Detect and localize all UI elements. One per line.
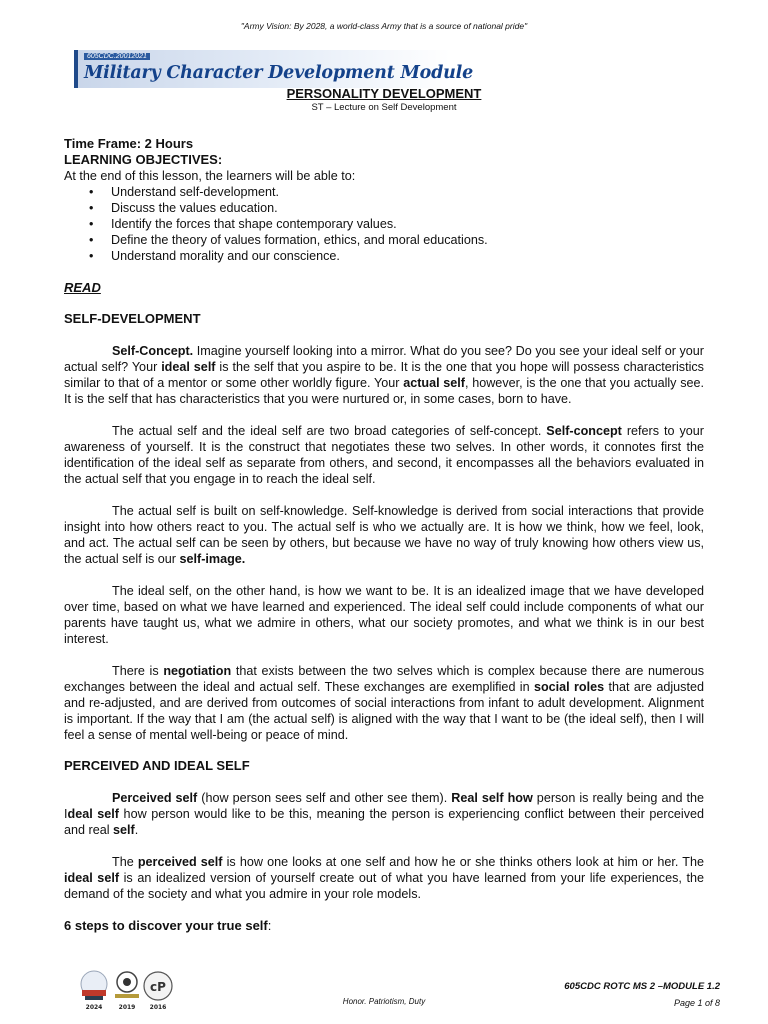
- bold-term: negotiation: [163, 664, 232, 678]
- paragraph-negotiation: There is negotiation that exists between the two selves which is complex because there are numerous exchanges between the ideal and actual self. These exchanges are exemplified in social roles that are adjusted and re-adjusted, and are derived from outcomes of social interactions from infant to adult development. Alignment is important. If the way that I am (the actual self) is aligned with the way that I want to be (the ideal self), then I will feel a sense of mental well-being or peace of mind.: [64, 664, 704, 742]
- section-heading-perceived-ideal: PERCEIVED AND IDEAL SELF: [64, 758, 250, 773]
- steps-heading: 6 steps to discover your true self:: [64, 918, 272, 933]
- objective-item: • Discuss the values education.: [64, 200, 704, 216]
- bold-term: self: [113, 823, 135, 837]
- paragraph-perceived-self: Perceived self (how person sees self and other see them). Real self how person is really being and the Ideal self how person would like to be this, meaning the person is experiencing conflict between their perceived and real self.: [64, 791, 704, 837]
- document-title: PERSONALITY DEVELOPMENT: [286, 86, 482, 101]
- footer-module-label: 605CDC ROTC MS 2 –MODULE 1.2: [564, 981, 720, 992]
- logo-two-icon: [115, 972, 139, 998]
- bold-term: Perceived self: [112, 791, 198, 805]
- logo-three-icon: [144, 972, 172, 1000]
- footer-motto: Honor. Patriotism, Duty: [342, 997, 426, 1006]
- paragraph-ideal-self: The ideal self, on the other hand, is how we want to be. It is an idealized image that we have developed over time, based on what we have learned and experienced. The ideal self could include components of what our parents have taught us, what we admire in others, what our society promotes, and what we think is in our best interest.: [64, 584, 704, 646]
- logo-year-label: 2024: [85, 1004, 103, 1011]
- banner-title: Military Character Development Module: [84, 63, 474, 83]
- paragraph-self-concept: Self-Concept. Imagine yourself looking into a mirror. What do you see? Do you see your ideal self or your actual self? Your ideal self is the self that you aspire to be. It is the one that you hope will possess characteristics similar to that of a mentor or some other worldly figure. Your actual self, however, is the one that you actually see. It is the self that has characteristics that you were nurtured or, in some cases, born to have.: [64, 344, 704, 406]
- document-subtitle: ST – Lecture on Self Development: [311, 102, 457, 113]
- svg-text:cP: cP: [150, 980, 166, 994]
- logo-year-label: 2019: [118, 1004, 136, 1011]
- bold-term: ideal self: [64, 871, 120, 885]
- banner-code: 605CDC.20012021: [84, 53, 150, 60]
- paragraph-perceived-definition: The perceived self is how one looks at one self and how he or she thinks others look at him or her. The ideal self is an idealized version of yourself create out of what you have learned from your life experiences, the demand of the society and what you admire in your role models.: [64, 855, 704, 901]
- objectives-list: [64, 184, 704, 264]
- bold-term: social roles: [533, 680, 605, 694]
- bold-term: Self-concept: [546, 424, 622, 438]
- objective-item: • Understand self-development.: [64, 184, 704, 200]
- objective-item: • Understand morality and our conscience.: [64, 248, 704, 264]
- page-number: Page 1 of 8: [673, 998, 720, 1008]
- module-banner: [74, 50, 474, 88]
- bold-term: deal self: [67, 807, 119, 821]
- paragraph-actual-self: The actual self is built on self-knowledge. Self-knowledge is derived from social interactions that provide insight into how others react to you. The actual self is who we actually are. It is how we think, how we feel, look, and act. The actual self can be seen by others, but because we have no way of truly knowing how others view us, the actual self is our self-image.: [64, 504, 704, 566]
- document-body: [64, 136, 704, 934]
- bold-term: Self-Concept.: [112, 344, 194, 358]
- army-vision-header: "Army Vision: By 2028, a world-class Army that is a source of national pride": [240, 21, 528, 31]
- bold-term: ideal self: [161, 360, 216, 374]
- objectives-heading: LEARNING OBJECTIVES:: [64, 152, 223, 167]
- bold-term: perceived self: [137, 855, 223, 869]
- bold-term: self-image.: [179, 552, 246, 566]
- logo-year-label: 2016: [149, 1004, 167, 1011]
- time-frame: Time Frame: 2 Hours: [64, 136, 194, 151]
- bold-term: actual self: [403, 376, 465, 390]
- section-heading-self-development: SELF-DEVELOPMENT: [64, 311, 201, 326]
- paragraph-categories: The actual self and the ideal self are two broad categories of self-concept. Self-concept refers to your awareness of yourself. It is the construct that negotiates these two selves. In other words, it connotes first the identification of the ideal self as separate from others, and second, it encompasses all the behaviors evaluated in the actual self that you engage in to reach the ideal self.: [64, 424, 704, 486]
- objective-item: • Define the theory of values formation, ethics, and moral educations.: [64, 232, 704, 248]
- logo-one-icon: [81, 971, 107, 1000]
- read-heading: READ: [64, 280, 101, 295]
- bold-term: Real self how: [451, 791, 533, 805]
- objectives-intro: At the end of this lesson, the learners will be able to:: [64, 169, 356, 183]
- objective-item: • Identify the forces that shape contemporary values.: [64, 216, 704, 232]
